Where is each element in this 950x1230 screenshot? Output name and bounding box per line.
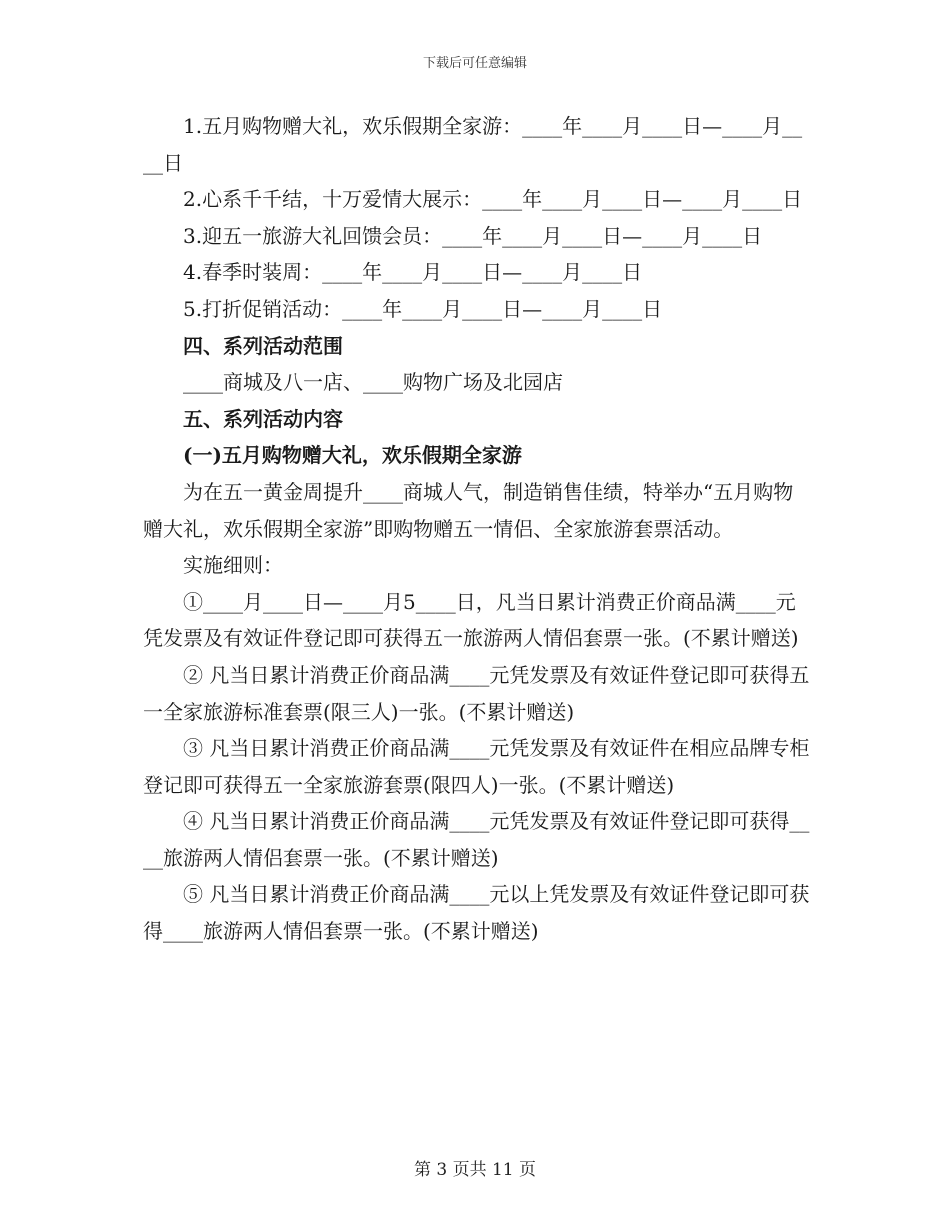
rule-item-2: ② 凡当日累计消费正价商品满____元凭发票及有效证件登记即可获得五一全家旅游标准套票(限三人)一张。(不累计赠送) [143, 662, 810, 724]
scope-text: ____商城及八一店、____购物广场及北园店 [183, 370, 563, 395]
page-footer: 第 3 页共 11 页 [413, 1160, 537, 1180]
page-header: 下载后可任意编辑 [422, 56, 527, 71]
schedule-item-5: 5.打折促销活动：____年____月____日—____月____日 [183, 296, 663, 321]
intro-paragraph: 为在五一黄金周提升____商城人气，制造销售佳绩，特举办“五月购物赠大礼，欢乐假期全家游”即购物赠五一情侣、全家旅游套票活动。 [143, 479, 794, 541]
section-heading-content: 五、系列活动内容 [183, 406, 343, 431]
rule-item-4: ④ 凡当日累计消费正价商品满____元凭发票及有效证件登记即可获得____旅游两人情侣套票一张。(不累计赠送) [143, 809, 810, 870]
rule-item-5: ⑤ 凡当日累计消费正价商品满____元以上凭发票及有效证件登记即可获得____旅游两人情侣套票一张。(不累计赠送) [143, 882, 810, 944]
schedule-item-4: 4.春季时装周：____年____月____日—____月____日 [183, 260, 643, 285]
rules-label: 实施细则： [183, 553, 283, 578]
schedule-item-1: 1.五月购物赠大礼，欢乐假期全家游：____年____月____日—____月____日 [143, 114, 803, 175]
subsection-heading-1: (一)五月购物赠大礼，欢乐假期全家游 [183, 443, 522, 468]
document-body [143, 108, 811, 950]
schedule-item-2: 2.心系千千结，十万爱情大展示：____年____月____日—____月____日 [183, 187, 803, 212]
rule-item-3: ③ 凡当日累计消费正价商品满____元凭发票及有效证件在相应品牌专柜登记即可获得五一全家旅游套票(限四人)一张。(不累计赠送) [143, 736, 810, 797]
schedule-item-3: 3.迎五一旅游大礼回馈会员：____年____月____日—____月____日 [183, 223, 763, 248]
rule-item-1: ①____月____日—____月5____日，凡当日累计消费正价商品满____元凭发票及有效证件登记即可获得五一旅游两人情侣套票一张。(不累计赠送) [143, 589, 799, 651]
section-heading-scope: 四、系列活动范围 [183, 333, 343, 358]
